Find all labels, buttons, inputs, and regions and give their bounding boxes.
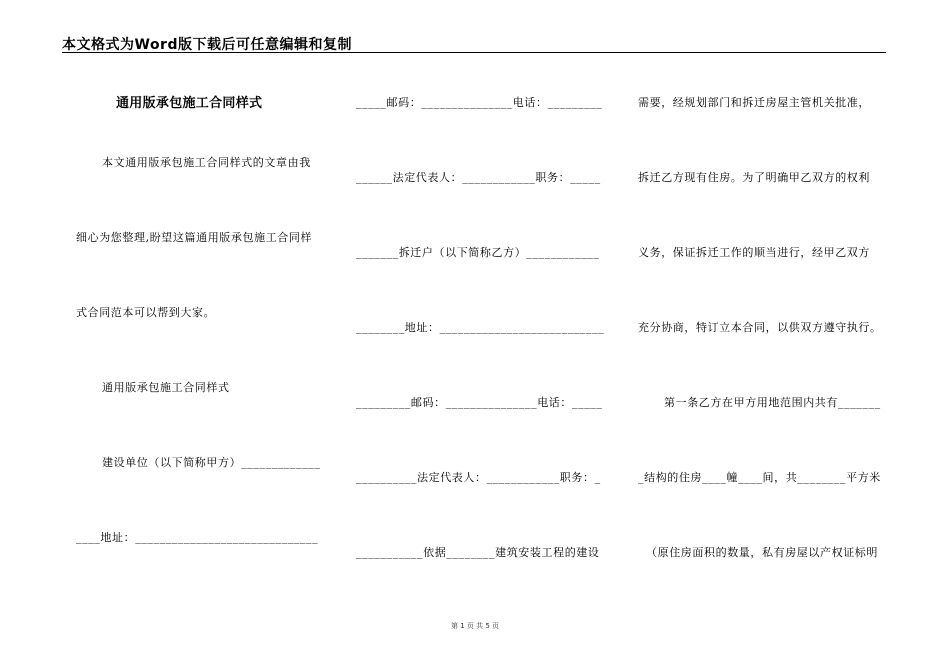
paragraph-line: 拆迁乙方现有住房。为了明确甲乙双方的权利 (638, 171, 870, 184)
header-rule (62, 52, 886, 53)
paragraph-line: _结构的住房____幢____间，共________平方米 (638, 471, 881, 484)
paragraph-line: ________地址：___________________________ (356, 321, 605, 334)
paragraph-line: 义务，保证拆迁工作的顺当进行，经甲乙双方 (638, 246, 870, 259)
paragraph-line: _______拆迁户（以下简称乙方）____________ (356, 246, 600, 259)
paragraph-line: 充分协商，特订立本合同，以供双方遵守执行。 (638, 321, 882, 334)
paragraph-line: _____邮码：_______________电话：_________ (356, 96, 603, 109)
paragraph-line: 式合同范本可以帮到大家。 (76, 306, 216, 319)
page-number: 第 1 页 共 5 页 (450, 622, 500, 630)
paragraph-line: 细心为您整理,盼望这篇通用版承包施工合同样 (76, 231, 313, 244)
paragraph-line: _________邮码：_______________电话：_____ (356, 396, 603, 409)
document-banner: 本文格式为Word版下载后可任意编辑和复制 (62, 37, 352, 53)
paragraph-line: 本文通用版承包施工合同样式的文章由我 (102, 156, 311, 169)
paragraph-line: 建设单位（以下简称甲方）_____________ (102, 456, 321, 469)
paragraph-line: （原住房面积的数量，私有房屋以产权证标明 (646, 546, 878, 559)
paragraph-line: ____地址：______________________________ (76, 531, 319, 544)
paragraph-line: __________法定代表人：____________职务：_ (356, 471, 601, 484)
clause-line: 第一条乙方在甲方用地范围内共有_______ (664, 396, 881, 409)
paragraph-line: 需要，经规划部门和拆迁房屋主管机关批准， (638, 96, 870, 109)
paragraph-line: ______法定代表人：____________职务：_____ (356, 171, 601, 184)
section-heading: 通用版承包施工合同样式 (102, 381, 230, 394)
paragraph-line: ___________依据________建筑安装工程的建设 (356, 546, 600, 559)
document-title: 通用版承包施工合同样式 (116, 96, 263, 111)
